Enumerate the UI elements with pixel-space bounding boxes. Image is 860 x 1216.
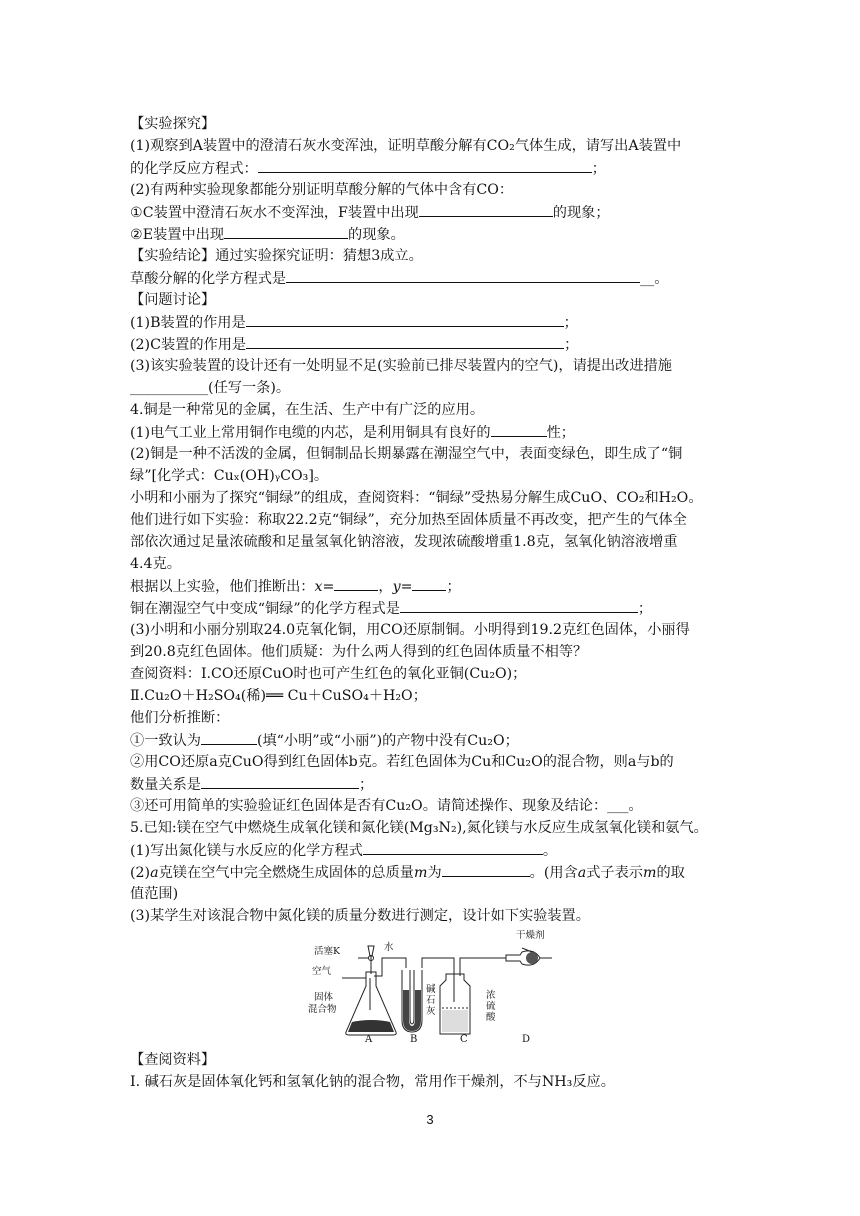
question-line: 他们进行如下实验：称取22.2克“铜绿”，充分加热至固体质量不再改变，把产生的气体全 [130, 512, 687, 528]
question-line: 到20.8克红色固体。他们质疑：为什么两人得到的红色固体质量不相等？ [130, 644, 588, 660]
question-title-4: 4.铜是一种常见的金属，在生活、生产中有广泛的应用。 [130, 402, 485, 418]
question-line: (1)B装置的作用是 ； [130, 312, 578, 334]
question-line: (1)观察到A装置中的澄清石灰水变浑浊，证明草酸分解有CO₂气体生成，请写出A装置中 [130, 138, 682, 154]
question-line: 的化学反应方程式： ； [130, 158, 606, 180]
label-valve: 活塞K [314, 946, 341, 957]
answer-blank[interactable] [442, 862, 530, 877]
section-heading-conclusion: 【实验结论】通过实验探究证明：猜想3成立。 [130, 248, 423, 264]
answer-blank-x[interactable] [334, 576, 378, 591]
answer-blank[interactable] [419, 202, 553, 217]
section-heading-reference: 【查阅资料】 [130, 1052, 216, 1068]
answer-blank-y[interactable] [412, 576, 446, 591]
answer-blank[interactable] [201, 730, 257, 745]
question-line: 草酸分解的化学方程式是 __。 [130, 268, 668, 290]
question-line: (3)小明和小丽分别取24.0克氧化铜，用CO还原制铜。小明得到19.2克红色固体，小丽得 [130, 622, 690, 638]
question-line: ②E装置中出现 的现象。 [130, 224, 405, 246]
question-line: 4.4克。 [130, 556, 181, 572]
label-acid: 浓 硫 酸 [486, 990, 496, 1023]
question-line: 绿”[化学式：Cuₓ(OH)ᵧCO₃]。 [130, 468, 329, 484]
label-soda-lime: 碱 石 灰 [426, 984, 436, 1017]
section-heading-discussion: 【问题讨论】 [130, 292, 216, 308]
answer-blank[interactable] [224, 224, 348, 239]
acid-fill [442, 1010, 468, 1032]
label-water: 水 [384, 942, 394, 953]
tube-c-d [460, 958, 506, 976]
label-solid-2: 混合物 [308, 1004, 337, 1015]
question-line: 铜在潮湿空气中变成“铜绿”的化学方程式是 ； [130, 598, 652, 620]
question-line: ①C装置中澄清石灰水不变浑浊，F装置中出现 的现象； [130, 202, 610, 224]
dropping-funnel [368, 946, 374, 956]
question-line: (2)有两种实验现象都能分别证明草酸分解的气体中含有CO： [130, 182, 514, 198]
label-b: B [410, 1034, 418, 1045]
question-line: ①一致认为 (填“小明”或“小丽”)的产物中没有Cu₂O； [130, 730, 519, 752]
answer-blank[interactable] [201, 774, 359, 789]
answer-blank[interactable] [286, 268, 640, 283]
label-d: D [522, 1034, 531, 1045]
question-title-5: 5.已知:镁在空气中燃烧生成氧化镁和氮化镁(Mg₃N₂),氮化镁与水反应生成氢氧化镁和氨气。 [130, 820, 708, 836]
page-number: 3 [426, 1112, 434, 1127]
solid-mixture [348, 1020, 394, 1032]
answer-blank[interactable] [491, 422, 547, 437]
question-line: (3)某学生对该混合物中氮化镁的质量分数进行测定，设计如下实验装置。 [130, 908, 590, 924]
question-line: Ⅰ. 碱石灰是固体氧化钙和氢氧化钠的混合物，常用作干燥剂，不与NH₃反应。 [130, 1074, 615, 1090]
question-line: 数量关系是 ； [130, 774, 373, 796]
question-line: 他们分析推断： [130, 710, 230, 726]
question-line: Ⅱ.Cu₂O＋H₂SO₄(稀)══ Cu＋CuSO₄＋H₂O； [130, 688, 427, 704]
answer-blank[interactable] [400, 598, 638, 613]
answer-blank[interactable] [258, 158, 592, 173]
label-desiccant: 干燥剂 [516, 930, 545, 941]
soda-lime-fill [403, 990, 421, 1031]
section-heading-experiment: 【实验探究】 [130, 116, 216, 132]
label-a: A [365, 1034, 373, 1045]
label-c: C [460, 1034, 468, 1045]
question-line: (1)电气工业上常用铜作电缆的内芯，是利用铜具有良好的 性； [130, 422, 575, 444]
label-air: 空气 [312, 966, 332, 977]
label-solid-1: 固体 [314, 992, 334, 1003]
question-line: 值范围) [130, 886, 179, 902]
question-line: (2)铜是一种不活泼的金属，但铜制品长期暴露在潮湿空气中，表面变绿色，即生成了“铜 [130, 446, 683, 462]
question-line: (2)a克镁在空气中完全燃烧生成固体的总质量m为 。(用含a式子表示m的取 [130, 862, 685, 884]
question-line: ③还可用简单的实验验证红色固体是否有Cu₂O。请简述操作、现象及结论：___。 [130, 798, 643, 814]
question-line: ___________(任写一条)。 [130, 380, 291, 396]
question-line: 根据以上实验，他们推断出：x= ，y= ； [130, 576, 461, 598]
question-line: 部依次通过足量浓硫酸和足量氢氧化钠溶液，发现浓硫酸增重1.8克，氢氧化钠溶液增重 [130, 534, 678, 550]
question-line: (3)该实验装置的设计还有一处明显不足(实验前已排尽装置内的空气)，请提出改进措施 [130, 358, 672, 374]
question-line: ②用CO还原a克CuO得到红色固体b克。若红色固体为Cu和Cu₂O的混合物，则a与b的 [130, 754, 674, 770]
question-line: 小明和小丽为了探究“铜绿”的组成，查阅资料：“铜绿”受热易分解生成CuO、CO₂和H₂O。 [130, 490, 703, 506]
question-line: (1)写出氮化镁与水反应的化学方程式 。 [130, 840, 557, 862]
question-line: (2)C装置的作用是 ； [130, 334, 578, 356]
answer-blank[interactable] [246, 334, 564, 349]
answer-blank[interactable] [246, 312, 564, 327]
answer-blank[interactable] [363, 840, 543, 855]
question-line: 查阅资料：Ⅰ.CO还原CuO时也可产生红色的氧化亚铜(Cu₂O)； [130, 666, 527, 682]
tube-a-b [374, 958, 406, 976]
